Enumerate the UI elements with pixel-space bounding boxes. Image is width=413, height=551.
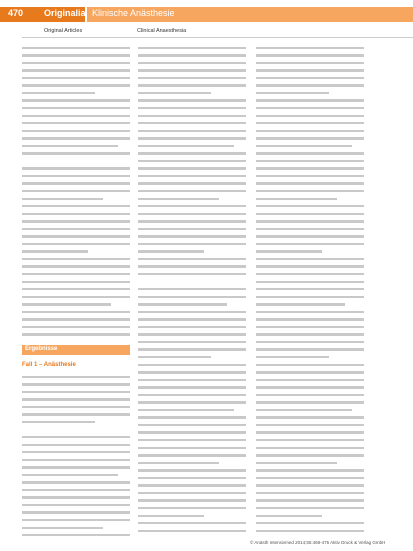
text-line [138,248,246,256]
text-line [138,316,246,324]
text-line [138,180,246,188]
text-column-2 [138,44,246,535]
text-line [138,512,246,520]
text-line [138,44,246,52]
text-line [138,338,246,346]
text-line [256,376,364,384]
text-line [22,418,130,426]
text-line [22,501,130,509]
text-line [138,59,246,67]
text-line [22,89,130,97]
text-line [22,97,130,105]
text-line [22,531,130,539]
page-header [0,0,413,22]
text-line [256,353,364,361]
text-line [256,187,364,195]
text-line [138,89,246,97]
text-line [138,436,246,444]
header-topic-box [87,7,413,22]
text-line [138,225,246,233]
text-line [256,165,364,173]
text-line [22,233,130,241]
text-line [22,59,130,67]
text-line [256,82,364,90]
text-line [256,150,364,158]
text-line [22,74,130,82]
text-line [256,323,364,331]
text-line [256,142,364,150]
subheader-right: Clinical Anaesthesia [137,28,187,34]
text-line [256,369,364,377]
text-line [22,270,130,278]
text-line [256,135,364,143]
text-line [256,180,364,188]
text-line [256,225,364,233]
text-line [22,180,130,188]
text-line [256,255,364,263]
text-line [256,467,364,475]
text-line [22,248,130,256]
text-line [138,293,246,301]
text-line [22,210,130,218]
text-line [138,369,246,377]
text-line [256,482,364,490]
text-line [256,527,364,535]
text-line [138,142,246,150]
text-line [256,74,364,82]
text-line [138,97,246,105]
text-line [256,308,364,316]
text-line [22,150,130,158]
text-line [138,519,246,527]
text-line [256,210,364,218]
text-line [22,494,130,502]
text-line [256,399,364,407]
text-line [22,301,130,309]
text-line [22,411,130,419]
text-line [138,240,246,248]
text-line [256,331,364,339]
text-line [22,516,130,524]
text-line [22,240,130,248]
text-line [22,218,130,226]
text-line [256,218,364,226]
text-line [138,150,246,158]
text-line [138,104,246,112]
text-line [22,286,130,294]
section-title: Ergebnisse [25,346,58,352]
text-line [138,127,246,135]
header-topic: Klinische Anästhesie [92,8,175,18]
text-line [22,448,130,456]
text-line [138,52,246,60]
text-line [256,429,364,437]
text-line [256,459,364,467]
text-line [22,225,130,233]
text-line [138,233,246,241]
header-rule [22,37,413,38]
text-line [138,157,246,165]
text-line [138,82,246,90]
section-header-results [22,345,130,355]
text-line [138,421,246,429]
text-line [256,346,364,354]
text-line [22,278,130,286]
text-line [256,67,364,75]
text-line [22,202,130,210]
text-line [138,399,246,407]
text-line [22,396,130,404]
text-line [256,172,364,180]
text-line [256,89,364,97]
text-line [138,497,246,505]
text-line [138,361,246,369]
text-line [22,486,130,494]
text-line [138,504,246,512]
text-line [22,187,130,195]
text-line [256,406,364,414]
text-line [256,248,364,256]
text-line [256,278,364,286]
text-line [138,429,246,437]
text-line [22,509,130,517]
text-line [256,97,364,105]
text-line [138,263,246,271]
text-line [22,479,130,487]
text-line [256,414,364,422]
text-line [22,195,130,203]
text-line [256,127,364,135]
text-line [22,316,130,324]
text-line [256,233,364,241]
text-line [22,464,130,472]
text-line [22,172,130,180]
text-line [138,286,246,294]
text-line [22,142,130,150]
text-line [256,157,364,165]
text-line [256,44,364,52]
text-line [22,104,130,112]
text-line [256,293,364,301]
text-line [256,301,364,309]
text-line [22,263,130,271]
text-line [256,504,364,512]
text-line [256,519,364,527]
text-line [138,406,246,414]
text-line [138,444,246,452]
text-line [138,112,246,120]
text-line [138,202,246,210]
text-line [138,218,246,226]
text-line [22,82,130,90]
text-line [256,286,364,294]
text-line [22,524,130,532]
text-line [138,323,246,331]
text-line [138,195,246,203]
text-line [22,456,130,464]
text-line [138,489,246,497]
text-line [256,270,364,278]
text-line [138,353,246,361]
text-column-1-lower [22,373,130,539]
text-line [138,119,246,127]
text-line [256,452,364,460]
text-line [138,376,246,384]
text-line [256,436,364,444]
text-line [138,346,246,354]
text-line [138,74,246,82]
text-line [138,270,246,278]
text-line [22,44,130,52]
text-line [138,67,246,75]
text-line [138,482,246,490]
page-number: 470 [8,8,24,18]
text-line [256,489,364,497]
text-line [256,474,364,482]
text-line [22,381,130,389]
text-column-1 [22,44,130,338]
text-line [256,52,364,60]
text-line [22,127,130,135]
text-line [22,293,130,301]
text-line [22,388,130,396]
text-line [138,135,246,143]
text-line [138,527,246,535]
text-line [138,301,246,309]
text-line [256,316,364,324]
text-line [256,391,364,399]
text-line [22,165,130,173]
text-line [256,240,364,248]
text-line [256,421,364,429]
text-line [256,59,364,67]
text-line [256,338,364,346]
text-line [256,195,364,203]
text-line [22,308,130,316]
text-line [22,403,130,411]
text-line [256,202,364,210]
text-line [22,119,130,127]
text-line [138,172,246,180]
text-line [138,414,246,422]
page-number-box [0,7,85,22]
text-line [22,255,130,263]
text-line [138,210,246,218]
text-line [256,361,364,369]
text-line [22,373,130,381]
text-line [22,112,130,120]
text-line [256,119,364,127]
text-line [256,263,364,271]
text-column-3 [256,44,364,535]
text-line [138,308,246,316]
header-category: Originalia [44,8,86,18]
text-line [22,67,130,75]
text-line [138,255,246,263]
text-line [22,441,130,449]
text-line [138,391,246,399]
subheader-left: Original Articles [44,28,83,34]
text-line [138,384,246,392]
text-line [256,384,364,392]
text-line [22,471,130,479]
text-line [22,52,130,60]
text-line [256,512,364,520]
case-title: Fall 1 – Anästhesie [22,362,76,368]
text-line [138,331,246,339]
text-line [138,467,246,475]
text-line [22,433,130,441]
text-line [138,165,246,173]
text-line [22,135,130,143]
text-line [138,474,246,482]
text-line [138,459,246,467]
text-line [22,331,130,339]
text-line [256,497,364,505]
text-line [256,444,364,452]
page-footer: © Anästh Intensivmed 2014;55:468-475 Aktiv Druck & Verlag GmbH [250,540,386,545]
text-line [22,323,130,331]
text-line [256,112,364,120]
text-line [138,187,246,195]
text-line [256,104,364,112]
text-line [138,452,246,460]
